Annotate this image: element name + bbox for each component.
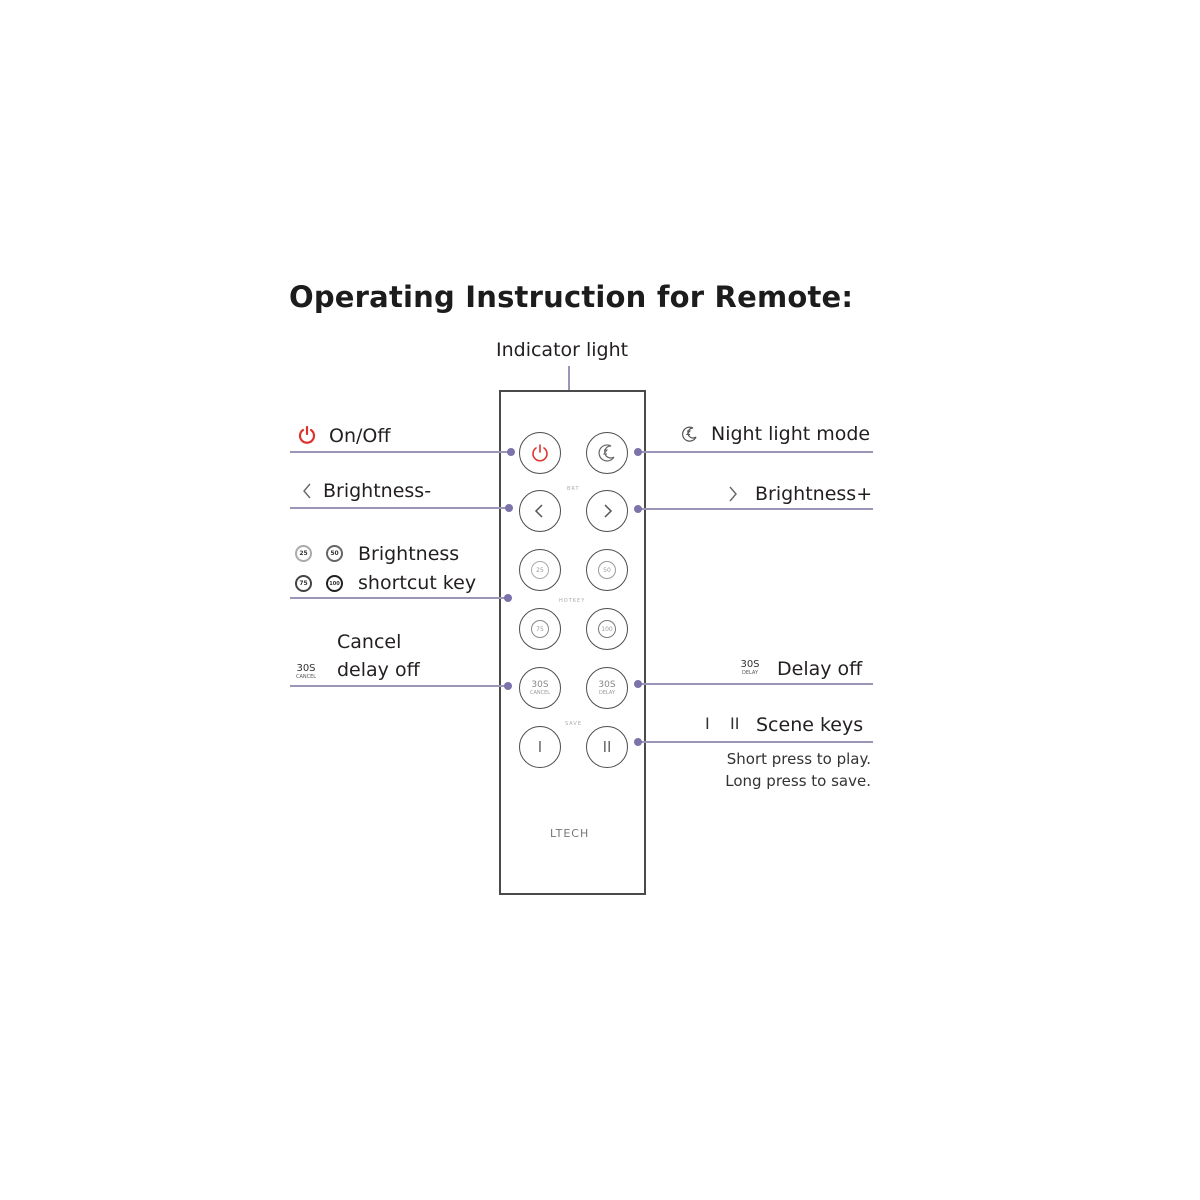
cancel-timer-icon: [293, 663, 319, 680]
cancel-label-line2: delay off: [337, 659, 420, 681]
cancel-sub-label: CANCEL: [529, 689, 551, 696]
save-panel-label: SAVE: [565, 721, 582, 727]
brightness-up-label: Brightness+: [755, 483, 873, 505]
cancel-leader-dot: [504, 682, 512, 690]
page-title: Operating Instruction for Remote:: [289, 280, 854, 314]
chevron-right-icon: [726, 484, 740, 504]
brightness-down-leader-dot: [505, 504, 513, 512]
night-leader-dot: [634, 448, 642, 456]
night-leader-line: [638, 451, 873, 453]
chevron-left-icon: [299, 481, 315, 501]
brt-panel-label: BRT: [567, 486, 580, 492]
cancel-delay-key[interactable]: [519, 667, 561, 709]
brightness-up-leader-line: [638, 508, 873, 510]
hotkey-100-key[interactable]: [586, 608, 628, 650]
brightness-down-label: Brightness-: [323, 480, 432, 502]
delay-timer-icon: [738, 659, 762, 676]
dial-50-icon: 50: [326, 545, 343, 562]
timer-30s-label: 30S: [598, 679, 616, 690]
hotkey-75-key[interactable]: [519, 608, 561, 650]
short-press-note: Short press to play.: [726, 750, 871, 768]
delay-sub-label: DELAY: [742, 670, 758, 676]
scene-1-icon: I: [705, 714, 710, 733]
dial-100-icon: 100: [326, 575, 343, 592]
cancel-leader-line: [290, 685, 508, 687]
delay-off-label: Delay off: [777, 658, 863, 680]
onoff-leader-line: [290, 451, 510, 453]
shortcut-label-line2: shortcut key: [358, 572, 477, 594]
shortcut-leader-dot: [504, 594, 512, 602]
timer-30s-label: 30S: [531, 679, 549, 690]
power-key[interactable]: [519, 432, 561, 474]
remote-body: [499, 390, 646, 895]
delay-sub-label: DELAY: [599, 689, 615, 696]
brightness-up-leader-dot: [634, 505, 642, 513]
long-press-note: Long press to save.: [725, 772, 871, 790]
moon-icon: [680, 424, 700, 444]
night-light-key[interactable]: [586, 432, 628, 474]
power-icon: [529, 442, 551, 464]
cancel-label-line1: Cancel: [337, 631, 402, 653]
chevron-right-icon: [599, 503, 615, 519]
delay-off-key[interactable]: [586, 667, 628, 709]
scene-1-glyph: I: [537, 738, 543, 756]
night-light-label: Night light mode: [711, 423, 871, 445]
power-icon: [296, 424, 318, 446]
brightness-up-key[interactable]: [586, 490, 628, 532]
timer-30s-label: 30S: [296, 663, 316, 674]
brightness-down-leader-line: [290, 507, 508, 509]
timer-30s-label: 30S: [740, 659, 760, 670]
onoff-label: On/Off: [329, 425, 391, 447]
hotkey-25-key[interactable]: [519, 549, 561, 591]
scene-1-key[interactable]: [519, 726, 561, 768]
scene-2-key[interactable]: [586, 726, 628, 768]
brightness-down-key[interactable]: [519, 490, 561, 532]
dial-75-icon: 75: [531, 620, 549, 638]
hotkey-50-key[interactable]: [586, 549, 628, 591]
hotkey-panel-label: HOTKEY: [559, 598, 586, 604]
dial-25-icon: 25: [531, 561, 549, 579]
scene-2-icon: II: [730, 714, 740, 733]
scene-leader-line: [638, 741, 873, 743]
scene-leader-dot: [634, 738, 642, 746]
dial-25-icon: 25: [295, 545, 312, 562]
brand-logo: LTECH: [550, 827, 590, 840]
dial-100-icon: 100: [598, 620, 616, 638]
moon-icon: [596, 442, 618, 464]
chevron-left-icon: [532, 503, 548, 519]
cancel-sub-label: CANCEL: [295, 674, 317, 680]
delay-leader-dot: [634, 680, 642, 688]
onoff-leader-dot: [507, 448, 515, 456]
delay-leader-line: [638, 683, 873, 685]
scene-2-glyph: II: [602, 738, 612, 756]
shortcut-leader-line: [290, 597, 508, 599]
shortcut-label-line1: Brightness: [358, 543, 460, 565]
scene-keys-label: Scene keys: [756, 714, 864, 736]
indicator-light-label: Indicator light: [496, 339, 629, 361]
dial-75-icon: 75: [295, 575, 312, 592]
dial-50-icon: 50: [598, 561, 616, 579]
